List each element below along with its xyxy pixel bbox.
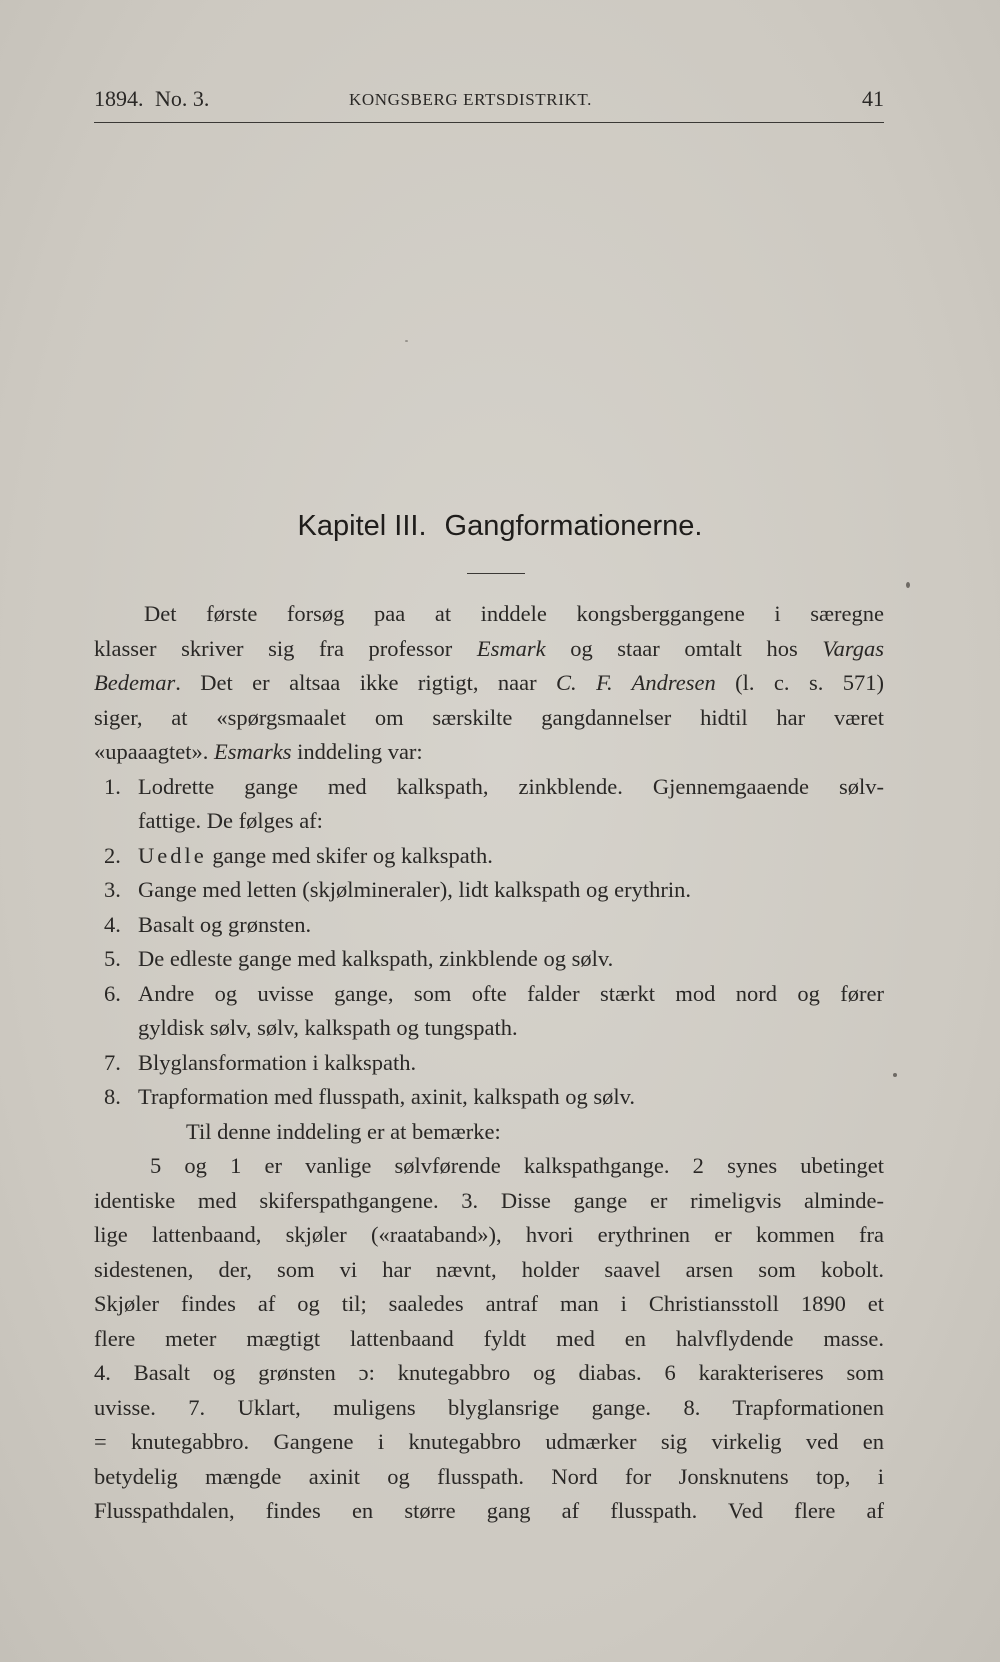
header-year: 1894. bbox=[94, 86, 144, 111]
list-text: Lodrette gange med kalkspath, zinkblende. Gjennemgaaende sølv- bbox=[138, 773, 884, 799]
text-line: betydelig mængde axinit og flusspath. Nord for Jonsknutens top, i bbox=[94, 1463, 884, 1489]
spaced-word: Uedle bbox=[138, 842, 207, 868]
list-item bbox=[94, 804, 884, 839]
list-number: 6. bbox=[104, 980, 121, 1006]
list-item bbox=[94, 839, 884, 874]
running-header bbox=[94, 86, 884, 123]
chapter-heading bbox=[0, 510, 1000, 543]
text-span: «upaaagtet». bbox=[94, 739, 214, 764]
list-text: De edleste gange med kalkspath, zinkblende og sølv. bbox=[138, 946, 614, 971]
list-text: fattige. De følges af: bbox=[138, 808, 323, 833]
italic-name: Bedemar bbox=[94, 670, 176, 695]
list-item bbox=[94, 1046, 884, 1081]
list-item bbox=[94, 942, 884, 977]
list-number: 8. bbox=[104, 1084, 121, 1109]
chapter-title: Gangformationerne. bbox=[444, 510, 703, 542]
italic-name: Esmarks bbox=[213, 739, 292, 764]
list-item bbox=[94, 1011, 884, 1046]
list-item bbox=[94, 977, 884, 1012]
list-text: Trapformation med flusspath, axinit, kalkspath og sølv. bbox=[138, 1084, 636, 1109]
paper-speck bbox=[906, 582, 910, 588]
text-span: . Det er altsaa ikke rigtigt, naar bbox=[175, 670, 557, 695]
header-issue bbox=[94, 86, 215, 112]
text-span: klasser skriver sig fra professor bbox=[94, 635, 477, 661]
text-line: Flusspathdalen, findes en større gang af flusspath. Ved flere af bbox=[94, 1498, 884, 1523]
text-span: siger, at «spørgsmaalet om særskilte gangdannelser hidtil har været bbox=[94, 704, 884, 730]
page-number: 41 bbox=[862, 86, 884, 111]
text-span: inddeling var: bbox=[291, 739, 423, 764]
classification-list bbox=[94, 770, 884, 1115]
remark-line: Til denne inddeling er at bemærke: bbox=[186, 1118, 501, 1144]
text-line bbox=[94, 701, 884, 736]
text-span: Det første forsøg paa at inddele kongsberggangene i særegne bbox=[144, 601, 884, 626]
text-line bbox=[94, 632, 884, 667]
italic-name: C. F. Andresen bbox=[556, 670, 716, 695]
list-number: 3. bbox=[104, 877, 121, 902]
list-text: Basalt og grønsten. bbox=[138, 911, 312, 937]
list-item bbox=[94, 770, 884, 805]
list-item bbox=[94, 873, 884, 908]
text-line: lige lattenbaand, skjøler («raataband»), hvori erythrinen er kommen fra bbox=[94, 1222, 884, 1247]
body-text bbox=[94, 597, 884, 1529]
list-number: 2. bbox=[104, 842, 121, 868]
text-line bbox=[94, 597, 884, 632]
header-number: No. 3. bbox=[155, 86, 210, 111]
paper-speck bbox=[893, 1073, 897, 1077]
intro-paragraph bbox=[94, 597, 884, 770]
italic-name: Vargas bbox=[822, 635, 884, 661]
list-number: 5. bbox=[104, 946, 121, 971]
list-number: 1. bbox=[104, 773, 121, 799]
text-line: identiske med skiferspathgangene. 3. Disse gange er rimeligvis alminde- bbox=[94, 1187, 884, 1213]
list-text: Gange med letten (skjølmineraler), lidt kalkspath og erythrin. bbox=[138, 877, 691, 902]
text-line bbox=[94, 735, 884, 770]
list-text: gyldisk sølv, sølv, kalkspath og tungspath. bbox=[138, 1015, 518, 1040]
text-span: (l. c. s. 571) bbox=[715, 670, 885, 695]
list-text: Blyglansformation i kalkspath. bbox=[138, 1049, 417, 1075]
text-line: Skjøler findes af og til; saaledes antraf man i Christiansstoll 1890 et bbox=[94, 1291, 884, 1316]
italic-name: Esmark bbox=[476, 635, 546, 661]
text-line: flere meter mægtigt lattenbaand fyldt med en halvflydende masse. bbox=[94, 1325, 884, 1351]
text-line: uvisse. 7. Uklart, muligens blyglansrige gange. 8. Trapformationen bbox=[94, 1394, 884, 1420]
chapter-label: Kapitel III. bbox=[297, 510, 427, 542]
chapter-divider bbox=[467, 573, 525, 574]
paper-speck bbox=[405, 340, 408, 342]
list-text: Andre og uvisse gange, som ofte falder stærkt mod nord og fører bbox=[138, 980, 884, 1006]
list-item bbox=[94, 1080, 884, 1115]
text-line: = knutegabbro. Gangene i knutegabbro udmærker sig virkelig ved en bbox=[94, 1429, 884, 1454]
list-text: gange med skifer og kalkspath. bbox=[206, 842, 493, 868]
list-item bbox=[94, 908, 884, 943]
header-title: KONGSBERG ERTSDISTRIKT. bbox=[349, 90, 592, 109]
list-number: 4. bbox=[104, 911, 121, 937]
text-line: 4. Basalt og grønsten ɔ: knutegabbro og diabas. 6 karakteriseres som bbox=[94, 1360, 884, 1385]
list-number: 7. bbox=[104, 1049, 121, 1075]
text-line: 5 og 1 er vanlige sølvførende kalkspathgange. 2 synes ubetinget bbox=[150, 1153, 884, 1178]
discussion-paragraph bbox=[94, 1149, 884, 1529]
text-span: og staar omtalt hos bbox=[545, 635, 823, 661]
text-line bbox=[94, 666, 884, 701]
text-line: sidestenen, der, som vi har nævnt, holder saavel arsen som kobolt. bbox=[94, 1256, 884, 1282]
